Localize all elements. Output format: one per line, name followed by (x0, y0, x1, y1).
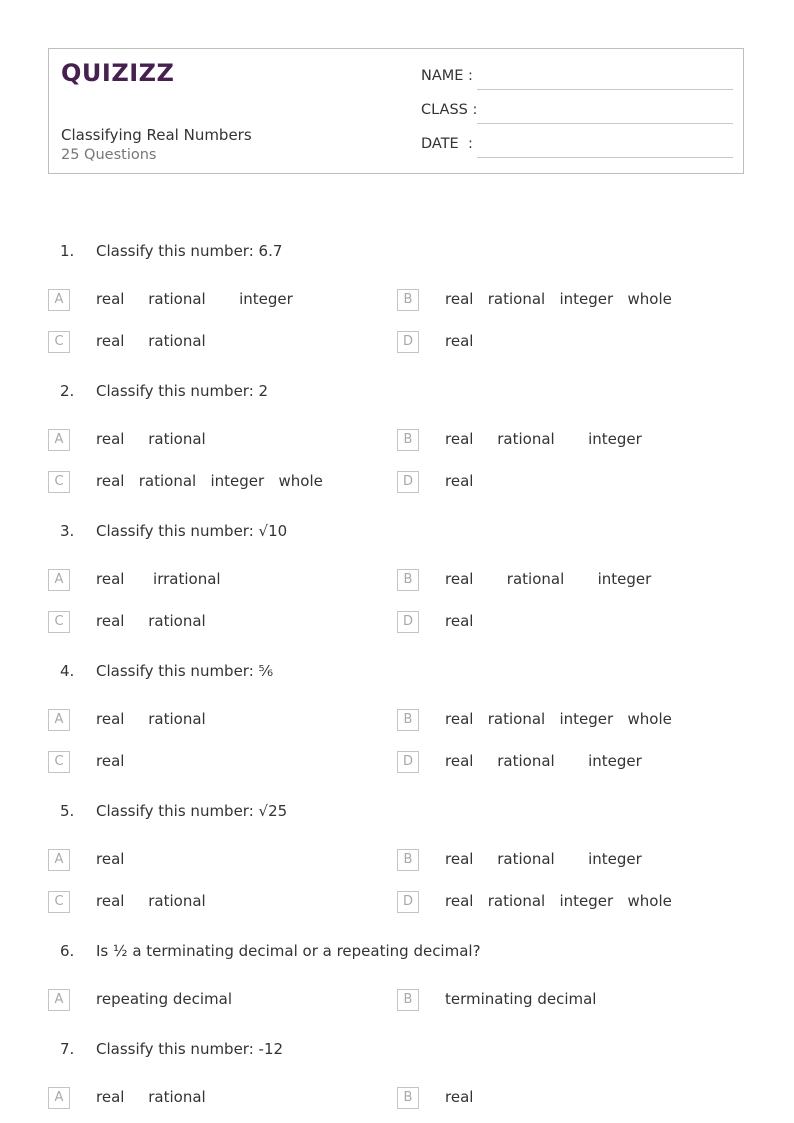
option-text: real irrational (96, 570, 221, 588)
option-letter-box[interactable]: B (397, 1087, 419, 1109)
option-text: real rational integer whole (445, 710, 672, 728)
option-text: real (445, 612, 474, 630)
option-text: real rational (96, 1088, 206, 1106)
option-text: terminating decimal (445, 990, 597, 1008)
option-letter-box[interactable]: C (48, 611, 70, 633)
option-text: real (445, 1088, 474, 1106)
option-letter-box[interactable]: A (48, 569, 70, 591)
option-letter-box[interactable]: C (48, 471, 70, 493)
option-text: repeating decimal (96, 990, 232, 1008)
option-letter-box[interactable]: B (397, 429, 419, 451)
question-number: 5. (60, 802, 75, 820)
option-text: real rational integer whole (445, 290, 672, 308)
option-letter-box[interactable]: A (48, 989, 70, 1011)
question-number: 7. (60, 1040, 75, 1058)
option-letter-box[interactable]: B (397, 289, 419, 311)
option-text: real rational integer whole (96, 472, 323, 490)
question-count: 25 Questions (61, 147, 157, 163)
option-text: real rational (96, 710, 206, 728)
question-number: 6. (60, 942, 75, 960)
question-text: Classify this number: -12 (96, 1040, 284, 1058)
option-letter-box[interactable]: B (397, 709, 419, 731)
option-letter-box[interactable]: D (397, 471, 419, 493)
question-number: 2. (60, 382, 75, 400)
option-letter-box[interactable]: B (397, 569, 419, 591)
option-letter-box[interactable]: D (397, 891, 419, 913)
name-field (421, 68, 473, 84)
option-text: real rational (96, 430, 206, 448)
option-text: real rational integer whole (445, 892, 672, 910)
option-text: real (445, 472, 474, 490)
question-text: Classify this number: √10 (96, 522, 288, 540)
date-field (421, 136, 473, 152)
quizizz-logo: QUIZIZZ (61, 59, 175, 87)
question-number: 1. (60, 242, 75, 260)
question-text: Classify this number: 2 (96, 382, 269, 400)
option-letter-box[interactable]: D (397, 331, 419, 353)
option-letter-box[interactable]: B (397, 989, 419, 1011)
worksheet-title: Classifying Real Numbers (61, 126, 252, 144)
option-letter-box[interactable]: D (397, 611, 419, 633)
option-text: real rational integer (445, 752, 642, 770)
option-text: real (96, 850, 125, 868)
question-number: 3. (60, 522, 75, 540)
date-label: DATE : (421, 136, 473, 152)
option-letter-box[interactable]: A (48, 849, 70, 871)
option-text: real rational integer (445, 430, 642, 448)
option-text: real rational integer (445, 570, 652, 588)
option-text: real rational (96, 612, 206, 630)
question-text: Classify this number: ⅚ (96, 662, 274, 680)
worksheet-header (48, 48, 744, 174)
option-letter-box[interactable]: A (48, 1087, 70, 1109)
option-letter-box[interactable]: A (48, 289, 70, 311)
class-label: CLASS : (421, 102, 478, 118)
option-letter-box[interactable]: A (48, 429, 70, 451)
option-text: real (445, 332, 474, 350)
option-letter-box[interactable]: B (397, 849, 419, 871)
option-letter-box[interactable]: D (397, 751, 419, 773)
name-label: NAME : (421, 68, 473, 84)
option-letter-box[interactable]: C (48, 331, 70, 353)
option-letter-box[interactable]: C (48, 751, 70, 773)
question-text: Classify this number: 6.7 (96, 242, 283, 260)
name-line[interactable] (477, 89, 733, 90)
option-letter-box[interactable]: C (48, 891, 70, 913)
question-text: Classify this number: √25 (96, 802, 288, 820)
option-text: real rational (96, 332, 206, 350)
date-line[interactable] (477, 157, 733, 158)
option-text: real (96, 752, 125, 770)
option-text: real rational (96, 892, 206, 910)
option-text: real rational integer (96, 290, 293, 308)
class-line[interactable] (477, 123, 733, 124)
question-text: Is ½ a terminating decimal or a repeating decimal? (96, 942, 481, 960)
option-letter-box[interactable]: A (48, 709, 70, 731)
class-field (421, 102, 477, 118)
question-number: 4. (60, 662, 75, 680)
option-text: real rational integer (445, 850, 642, 868)
